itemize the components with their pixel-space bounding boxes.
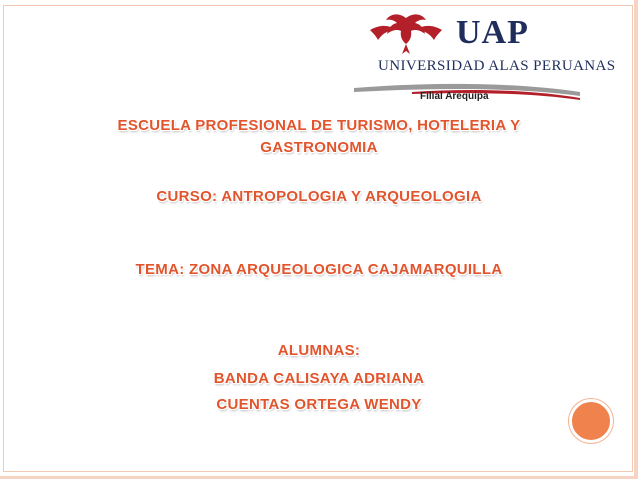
condor-emblem-icon xyxy=(362,10,452,58)
school-title-line-1: ESCUELA PROFESIONAL DE TURISMO, HOTELERIA Y xyxy=(117,117,521,134)
school-title-line-2: GASTRONOMIA xyxy=(260,139,378,156)
students-heading: ALUMNAS: xyxy=(277,342,361,359)
student-name: CUENTAS ORTEGA WENDY xyxy=(216,396,422,413)
decorative-circle xyxy=(569,399,613,443)
logo-university-text: UNIVERSIDAD ALAS PERUANAS xyxy=(378,58,616,74)
course-label: CURSO: ANTROPOLOGIA Y ARQUEOLOGIA xyxy=(156,188,482,205)
logo-brand-text: UAP xyxy=(456,14,529,51)
logo-branch-text: Filial Arequipa xyxy=(420,91,489,102)
university-logo xyxy=(352,8,616,108)
student-name: BANDA CALISAYA ADRIANA xyxy=(213,370,425,387)
topic-label: TEMA: ZONA ARQUEOLOGICA CAJAMARQUILLA xyxy=(135,261,503,278)
